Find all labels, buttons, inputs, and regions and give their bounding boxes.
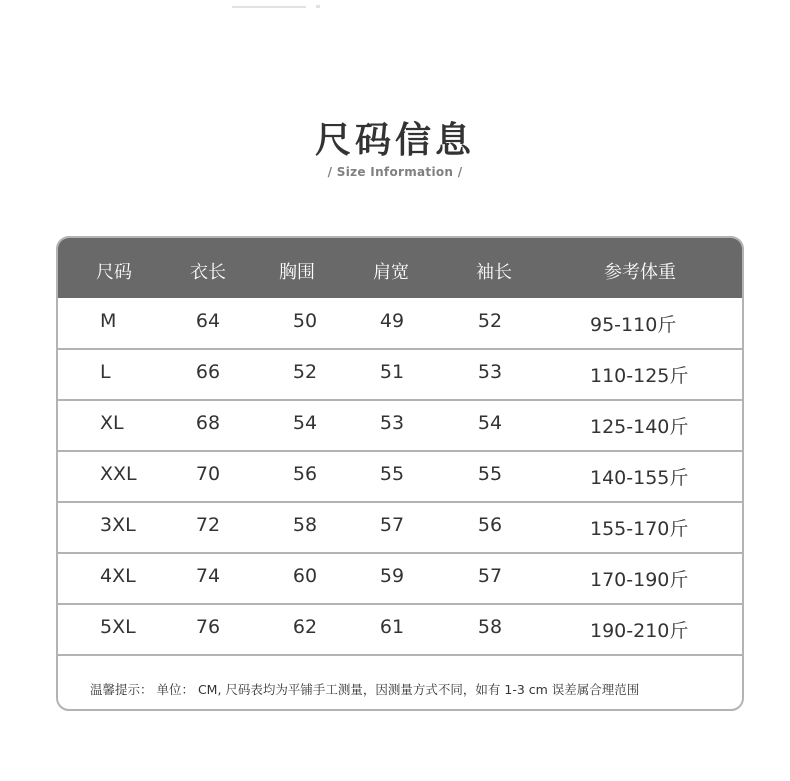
table-row bbox=[58, 298, 742, 349]
table-cell-chest: 50 bbox=[292, 310, 318, 332]
table-cell-size: M bbox=[100, 310, 117, 332]
table-cell-length: 66 bbox=[195, 361, 221, 383]
column-header-weight: 参考体重 bbox=[604, 262, 676, 283]
table-row bbox=[58, 502, 742, 553]
table-cell-sleeve: 58 bbox=[477, 616, 503, 638]
column-header-size: 尺码 bbox=[96, 262, 132, 283]
table-row bbox=[58, 604, 742, 655]
table-cell-length: 70 bbox=[195, 463, 221, 485]
table-cell-size: XXL bbox=[100, 463, 137, 485]
table-cell-length: 64 bbox=[195, 310, 221, 332]
page-subtitle: / Size Information / bbox=[327, 165, 463, 179]
table-cell-sleeve: 54 bbox=[477, 412, 503, 434]
table-row bbox=[58, 553, 742, 604]
table-cell-sleeve: 53 bbox=[477, 361, 503, 383]
table-cell-chest: 62 bbox=[292, 616, 318, 638]
table-cell-length: 72 bbox=[195, 514, 221, 536]
table-cell-length: 68 bbox=[195, 412, 221, 434]
table-cell-weight: 190-210斤 bbox=[590, 620, 689, 642]
table-row bbox=[58, 400, 742, 451]
size-note: 温馨提示： 单位： CM, 尺码表均为平铺手工测量，因测量方式不同，如有 1-3 cm 误差属合理范围 bbox=[90, 682, 640, 697]
table-cell-weight: 95-110斤 bbox=[590, 314, 677, 336]
table-cell-weight: 110-125斤 bbox=[590, 365, 689, 387]
table-cell-length: 74 bbox=[195, 565, 221, 587]
top-decoration-line bbox=[232, 6, 306, 8]
table-cell-size: L bbox=[100, 361, 111, 383]
table-cell-weight: 170-190斤 bbox=[590, 569, 689, 591]
column-header-length: 衣长 bbox=[190, 262, 226, 283]
table-cell-sleeve: 57 bbox=[477, 565, 503, 587]
top-decoration-dot bbox=[316, 5, 320, 8]
column-header-shoulder: 肩宽 bbox=[373, 262, 409, 283]
table-cell-size: XL bbox=[100, 412, 124, 434]
table-header bbox=[58, 238, 742, 298]
table-cell-chest: 54 bbox=[292, 412, 318, 434]
table-cell-size: 5XL bbox=[100, 616, 136, 638]
page-title: 尺码信息 bbox=[314, 120, 475, 161]
table-cell-length: 76 bbox=[195, 616, 221, 638]
table-cell-weight: 140-155斤 bbox=[590, 467, 689, 489]
table-cell-shoulder: 51 bbox=[379, 361, 405, 383]
row-divider bbox=[58, 654, 742, 656]
table-cell-shoulder: 53 bbox=[379, 412, 405, 434]
table-cell-chest: 60 bbox=[292, 565, 318, 587]
table-cell-shoulder: 61 bbox=[379, 616, 405, 638]
table-cell-chest: 56 bbox=[292, 463, 318, 485]
table-cell-shoulder: 49 bbox=[379, 310, 405, 332]
table-cell-shoulder: 55 bbox=[379, 463, 405, 485]
table-cell-sleeve: 52 bbox=[477, 310, 503, 332]
table-row bbox=[58, 349, 742, 400]
column-header-chest: 胸围 bbox=[279, 262, 315, 283]
table-cell-chest: 52 bbox=[292, 361, 318, 383]
table-cell-weight: 155-170斤 bbox=[590, 518, 689, 540]
table-cell-sleeve: 56 bbox=[477, 514, 503, 536]
table-cell-weight: 125-140斤 bbox=[590, 416, 689, 438]
table-cell-sleeve: 55 bbox=[477, 463, 503, 485]
table-cell-shoulder: 57 bbox=[379, 514, 405, 536]
table-row bbox=[58, 451, 742, 502]
table-cell-shoulder: 59 bbox=[379, 565, 405, 587]
column-header-sleeve: 袖长 bbox=[476, 262, 512, 283]
table-cell-chest: 58 bbox=[292, 514, 318, 536]
table-cell-size: 3XL bbox=[100, 514, 136, 536]
table-cell-size: 4XL bbox=[100, 565, 136, 587]
size-table bbox=[56, 236, 744, 711]
